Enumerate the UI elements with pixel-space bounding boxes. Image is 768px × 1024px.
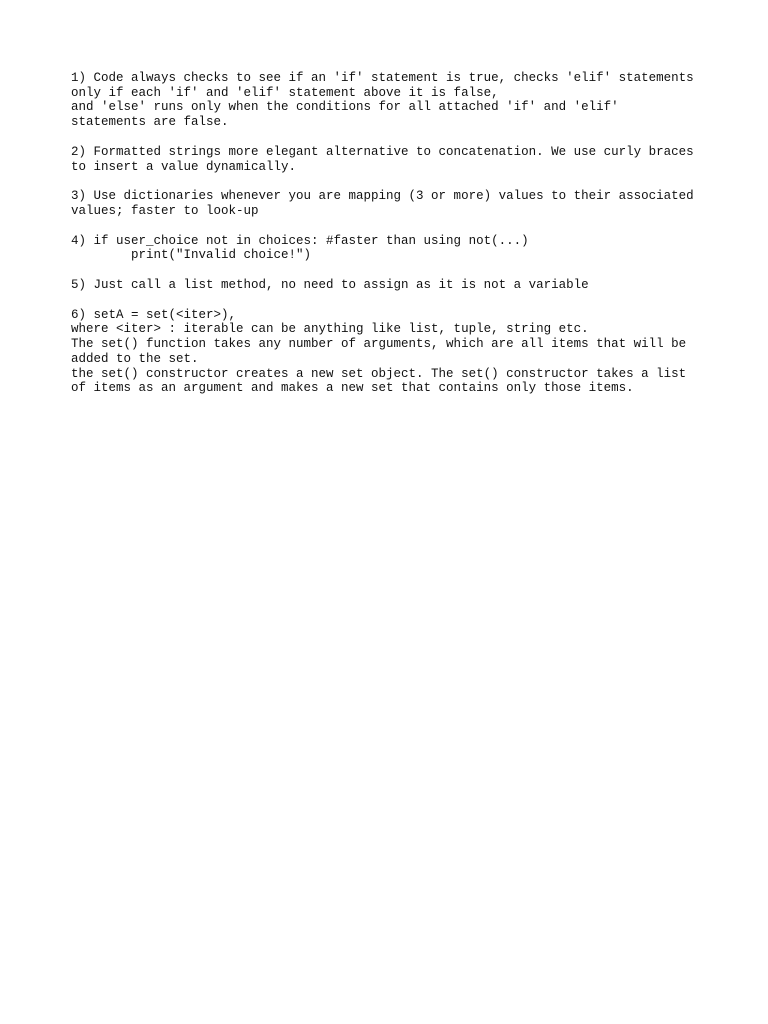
note-line: the set() constructor creates a new set object. The set() constructor takes a list bbox=[71, 366, 687, 381]
note-line: where <iter> : iterable can be anything like list, tuple, string etc. bbox=[71, 322, 589, 337]
note-line: of items as an argument and makes a new set that contains only those items. bbox=[71, 381, 634, 396]
note-line: print("Invalid choice!") bbox=[71, 248, 312, 263]
note-line: only if each 'if' and 'elif' statement above it is false, bbox=[71, 85, 499, 100]
note-line: added to the set. bbox=[71, 351, 199, 366]
note-2 bbox=[71, 145, 711, 174]
note-6 bbox=[71, 308, 711, 396]
note-line: values; faster to look-up bbox=[71, 203, 259, 218]
note-line: 4) if user_choice not in choices: #faster than using not(...) bbox=[71, 233, 529, 248]
note-line: 5) Just call a list method, no need to assign as it is not a variable bbox=[71, 278, 589, 293]
note-5 bbox=[71, 278, 711, 293]
note-line: 2) Formatted strings more elegant alternative to concatenation. We use curly braces bbox=[71, 144, 694, 159]
note-4 bbox=[71, 234, 711, 263]
note-line: 1) Code always checks to see if an 'if' statement is true, checks 'elif' statements bbox=[71, 71, 694, 85]
note-1 bbox=[71, 71, 711, 130]
document-page bbox=[71, 71, 711, 411]
note-line: The set() function takes any number of arguments, which are all items that will be bbox=[71, 337, 687, 352]
note-line: to insert a value dynamically. bbox=[71, 159, 297, 174]
note-3 bbox=[71, 189, 711, 218]
note-line: 3) Use dictionaries whenever you are mapping (3 or more) values to their associated bbox=[71, 189, 694, 204]
note-line: and 'else' runs only when the conditions for all attached 'if' and 'elif' bbox=[71, 100, 619, 115]
note-line: statements are false. bbox=[71, 115, 229, 130]
note-line: 6) setA = set(<iter>), bbox=[71, 307, 237, 322]
